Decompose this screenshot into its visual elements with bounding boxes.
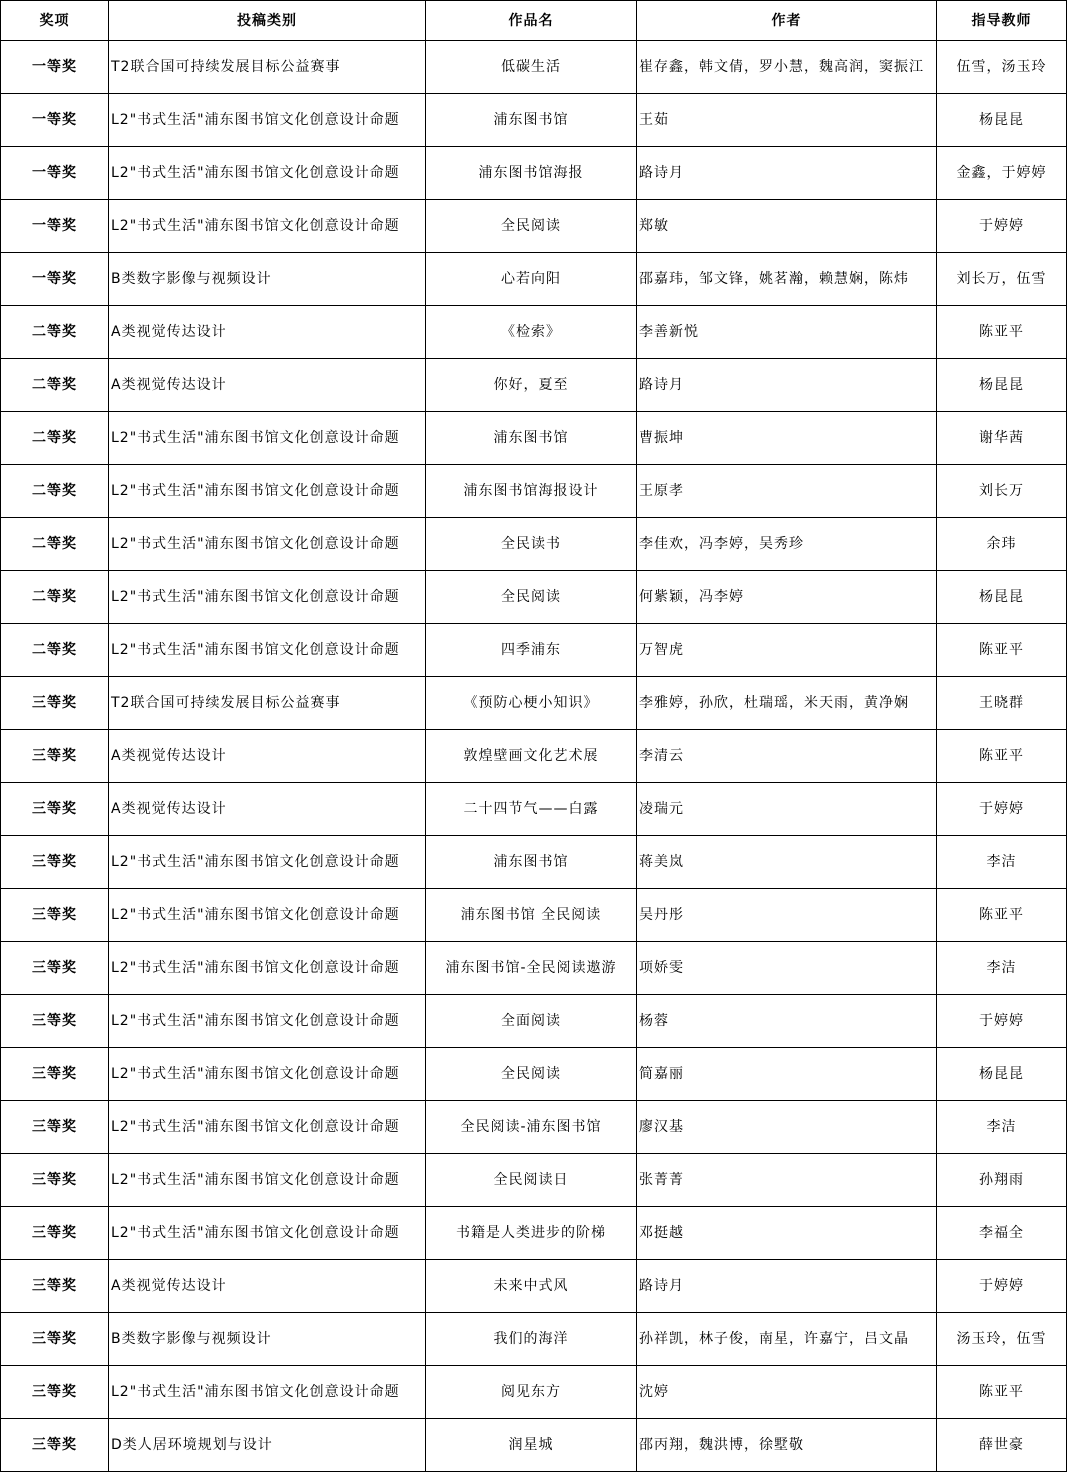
award-cell: 三等奖: [1, 995, 109, 1048]
authors-cell: 万智虎: [637, 624, 937, 677]
category-cell: L2"书式生活"浦东图书馆文化创意设计命题: [109, 1048, 426, 1101]
table-row: [1, 306, 1067, 359]
teacher-cell: 李洁: [937, 836, 1067, 889]
award-cell: 三等奖: [1, 1419, 109, 1472]
work-cell: 敦煌壁画文化艺术展: [426, 730, 637, 783]
teacher-cell: 陈亚平: [937, 1366, 1067, 1419]
work-cell: 我们的海洋: [426, 1313, 637, 1366]
award-cell: 三等奖: [1, 1101, 109, 1154]
work-cell: 心若向阳: [426, 253, 637, 306]
category-cell: A类视觉传达设计: [109, 730, 426, 783]
authors-cell: 李雅婷，孙欣，杜瑞瑶，米天雨，黄净娴: [637, 677, 937, 730]
teacher-cell: 杨昆昆: [937, 571, 1067, 624]
teacher-cell: 陈亚平: [937, 306, 1067, 359]
work-cell: 浦东图书馆: [426, 836, 637, 889]
teacher-cell: 于婷婷: [937, 783, 1067, 836]
teacher-cell: 王晓群: [937, 677, 1067, 730]
teacher-cell: 于婷婷: [937, 200, 1067, 253]
teacher-cell: 李福全: [937, 1207, 1067, 1260]
table-row: [1, 412, 1067, 465]
teacher-cell: 于婷婷: [937, 995, 1067, 1048]
teacher-cell: 于婷婷: [937, 1260, 1067, 1313]
teacher-cell: 谢华茜: [937, 412, 1067, 465]
authors-cell: 崔存鑫，韩文倩，罗小慧，魏高润，窦振江: [637, 41, 937, 94]
work-cell: 浦东图书馆: [426, 412, 637, 465]
table-row: [1, 942, 1067, 995]
table-row: [1, 200, 1067, 253]
award-cell: 三等奖: [1, 1260, 109, 1313]
work-cell: 浦东图书馆-全民阅读遨游: [426, 942, 637, 995]
award-cell: 二等奖: [1, 306, 109, 359]
award-cell: 三等奖: [1, 942, 109, 995]
category-cell: T2联合国可持续发展目标公益赛事: [109, 677, 426, 730]
header-category: 投稿类别: [109, 1, 426, 41]
table-row: [1, 41, 1067, 94]
authors-cell: 张菁菁: [637, 1154, 937, 1207]
category-cell: L2"书式生活"浦东图书馆文化创意设计命题: [109, 1154, 426, 1207]
work-cell: 未来中式风: [426, 1260, 637, 1313]
category-cell: L2"书式生活"浦东图书馆文化创意设计命题: [109, 1101, 426, 1154]
teacher-cell: 伍雪，汤玉玲: [937, 41, 1067, 94]
category-cell: L2"书式生活"浦东图书馆文化创意设计命题: [109, 624, 426, 677]
work-cell: 全民阅读-浦东图书馆: [426, 1101, 637, 1154]
table-row: [1, 359, 1067, 412]
authors-cell: 王茹: [637, 94, 937, 147]
work-cell: 《预防心梗小知识》: [426, 677, 637, 730]
authors-cell: 王原孝: [637, 465, 937, 518]
category-cell: L2"书式生活"浦东图书馆文化创意设计命题: [109, 836, 426, 889]
work-cell: 浦东图书馆海报设计: [426, 465, 637, 518]
teacher-cell: 陈亚平: [937, 730, 1067, 783]
work-cell: 全面阅读: [426, 995, 637, 1048]
table-body: [1, 41, 1067, 1472]
award-cell: 三等奖: [1, 783, 109, 836]
teacher-cell: 金鑫，于婷婷: [937, 147, 1067, 200]
table-row: [1, 571, 1067, 624]
table-row: [1, 783, 1067, 836]
table-row: [1, 465, 1067, 518]
category-cell: L2"书式生活"浦东图书馆文化创意设计命题: [109, 412, 426, 465]
authors-cell: 路诗月: [637, 359, 937, 412]
work-cell: 全民读书: [426, 518, 637, 571]
authors-cell: 杨蓉: [637, 995, 937, 1048]
category-cell: L2"书式生活"浦东图书馆文化创意设计命题: [109, 942, 426, 995]
work-cell: 书籍是人类进步的阶梯: [426, 1207, 637, 1260]
work-cell: 全民阅读: [426, 1048, 637, 1101]
header-authors: 作者: [637, 1, 937, 41]
category-cell: A类视觉传达设计: [109, 783, 426, 836]
category-cell: L2"书式生活"浦东图书馆文化创意设计命题: [109, 200, 426, 253]
teacher-cell: 陈亚平: [937, 624, 1067, 677]
authors-cell: 廖汉基: [637, 1101, 937, 1154]
authors-cell: 路诗月: [637, 147, 937, 200]
work-cell: 浦东图书馆: [426, 94, 637, 147]
table-row: [1, 1048, 1067, 1101]
teacher-cell: 刘长万，伍雪: [937, 253, 1067, 306]
teacher-cell: 薛世豪: [937, 1419, 1067, 1472]
authors-cell: 吴丹彤: [637, 889, 937, 942]
category-cell: L2"书式生活"浦东图书馆文化创意设计命题: [109, 465, 426, 518]
authors-cell: 项娇雯: [637, 942, 937, 995]
category-cell: L2"书式生活"浦东图书馆文化创意设计命题: [109, 147, 426, 200]
work-cell: 二十四节气——白露: [426, 783, 637, 836]
authors-cell: 李佳欢，冯李婷，吴秀珍: [637, 518, 937, 571]
authors-cell: 何紫颖，冯李婷: [637, 571, 937, 624]
authors-cell: 郑敏: [637, 200, 937, 253]
award-cell: 二等奖: [1, 465, 109, 518]
award-cell: 三等奖: [1, 730, 109, 783]
teacher-cell: 刘长万: [937, 465, 1067, 518]
award-cell: 一等奖: [1, 147, 109, 200]
category-cell: L2"书式生活"浦东图书馆文化创意设计命题: [109, 94, 426, 147]
award-cell: 三等奖: [1, 1366, 109, 1419]
category-cell: L2"书式生活"浦东图书馆文化创意设计命题: [109, 1366, 426, 1419]
category-cell: L2"书式生活"浦东图书馆文化创意设计命题: [109, 518, 426, 571]
authors-cell: 蒋美岚: [637, 836, 937, 889]
teacher-cell: 杨昆昆: [937, 359, 1067, 412]
table-row: [1, 1260, 1067, 1313]
header-row: [1, 1, 1067, 41]
category-cell: L2"书式生活"浦东图书馆文化创意设计命题: [109, 889, 426, 942]
teacher-cell: 汤玉玲，伍雪: [937, 1313, 1067, 1366]
category-cell: T2联合国可持续发展目标公益赛事: [109, 41, 426, 94]
teacher-cell: 杨昆昆: [937, 94, 1067, 147]
table-row: [1, 1313, 1067, 1366]
teacher-cell: 陈亚平: [937, 889, 1067, 942]
teacher-cell: 余玮: [937, 518, 1067, 571]
table-row: [1, 1207, 1067, 1260]
work-cell: 润星城: [426, 1419, 637, 1472]
table-row: [1, 836, 1067, 889]
award-cell: 一等奖: [1, 253, 109, 306]
table-row: [1, 1366, 1067, 1419]
work-cell: 全民阅读日: [426, 1154, 637, 1207]
authors-cell: 孙祥凯，林子俊，南星，许嘉宁，吕文晶: [637, 1313, 937, 1366]
award-cell: 三等奖: [1, 1154, 109, 1207]
category-cell: L2"书式生活"浦东图书馆文化创意设计命题: [109, 1207, 426, 1260]
award-cell: 三等奖: [1, 836, 109, 889]
authors-cell: 沈婷: [637, 1366, 937, 1419]
header-award: 奖项: [1, 1, 109, 41]
award-cell: 三等奖: [1, 889, 109, 942]
work-cell: 全民阅读: [426, 200, 637, 253]
table-row: [1, 518, 1067, 571]
work-cell: 浦东图书馆海报: [426, 147, 637, 200]
category-cell: B类数字影像与视频设计: [109, 1313, 426, 1366]
table-row: [1, 677, 1067, 730]
award-cell: 一等奖: [1, 41, 109, 94]
teacher-cell: 李洁: [937, 942, 1067, 995]
award-cell: 二等奖: [1, 412, 109, 465]
work-cell: 低碳生活: [426, 41, 637, 94]
table-row: [1, 995, 1067, 1048]
award-cell: 一等奖: [1, 94, 109, 147]
work-cell: 《检索》: [426, 306, 637, 359]
table-row: [1, 624, 1067, 677]
category-cell: B类数字影像与视频设计: [109, 253, 426, 306]
award-cell: 一等奖: [1, 200, 109, 253]
table-row: [1, 889, 1067, 942]
award-cell: 二等奖: [1, 571, 109, 624]
work-cell: 浦东图书馆 全民阅读: [426, 889, 637, 942]
award-cell: 二等奖: [1, 624, 109, 677]
teacher-cell: 孙翔雨: [937, 1154, 1067, 1207]
table-row: [1, 94, 1067, 147]
award-cell: 二等奖: [1, 359, 109, 412]
teacher-cell: 李洁: [937, 1101, 1067, 1154]
category-cell: A类视觉传达设计: [109, 306, 426, 359]
category-cell: D类人居环境规划与设计: [109, 1419, 426, 1472]
authors-cell: 简嘉丽: [637, 1048, 937, 1101]
category-cell: L2"书式生活"浦东图书馆文化创意设计命题: [109, 995, 426, 1048]
authors-cell: 曹振坤: [637, 412, 937, 465]
award-cell: 三等奖: [1, 1207, 109, 1260]
authors-cell: 李善新悦: [637, 306, 937, 359]
authors-cell: 李清云: [637, 730, 937, 783]
table-row: [1, 1101, 1067, 1154]
work-cell: 全民阅读: [426, 571, 637, 624]
table-header: [1, 1, 1067, 41]
category-cell: A类视觉传达设计: [109, 359, 426, 412]
table-row: [1, 730, 1067, 783]
award-cell: 三等奖: [1, 1048, 109, 1101]
authors-cell: 邵嘉玮，邹文锋，姚茗瀚，赖慧娴，陈炜: [637, 253, 937, 306]
header-teacher: 指导教师: [937, 1, 1067, 41]
table-row: [1, 253, 1067, 306]
authors-cell: 邵丙翔，魏洪博，徐墅敬: [637, 1419, 937, 1472]
award-cell: 三等奖: [1, 1313, 109, 1366]
authors-cell: 凌瑞元: [637, 783, 937, 836]
table-row: [1, 1419, 1067, 1472]
teacher-cell: 杨昆昆: [937, 1048, 1067, 1101]
authors-cell: 邓挺越: [637, 1207, 937, 1260]
header-work: 作品名: [426, 1, 637, 41]
table-row: [1, 1154, 1067, 1207]
table-row: [1, 147, 1067, 200]
award-cell: 三等奖: [1, 677, 109, 730]
work-cell: 四季浦东: [426, 624, 637, 677]
work-cell: 你好，夏至: [426, 359, 637, 412]
authors-cell: 路诗月: [637, 1260, 937, 1313]
award-cell: 二等奖: [1, 518, 109, 571]
work-cell: 阅见东方: [426, 1366, 637, 1419]
category-cell: L2"书式生活"浦东图书馆文化创意设计命题: [109, 571, 426, 624]
category-cell: A类视觉传达设计: [109, 1260, 426, 1313]
